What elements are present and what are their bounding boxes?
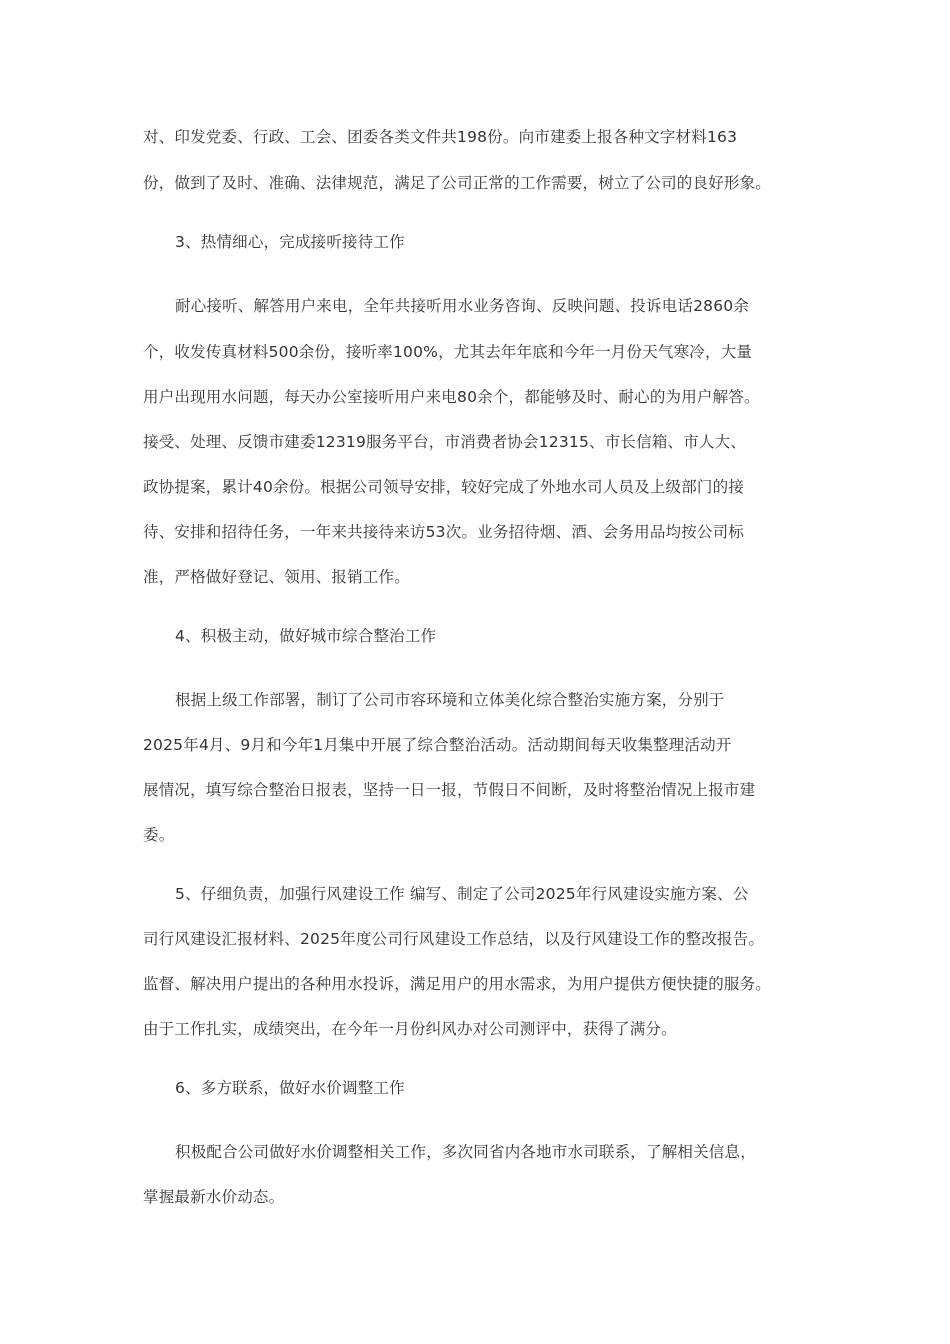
body-text-line: 份，做到了及时、准确、法律规范，满足了公司正常的工作需要，树立了公司的良好形象。	[143, 174, 772, 192]
section-heading-6: 6、多方联系，做好水价调整工作	[175, 1079, 405, 1097]
body-text-line: 积极配合公司做好水价调整相关工作，多次同省内各地市水司联系，了解相关信息，	[175, 1143, 756, 1161]
body-text-line: 由于工作扎实，成绩突出，在今年一月份纠风办对公司测评中，获得了满分。	[143, 1020, 677, 1038]
body-text-line: 个，收发传真材料500余份，接听率100%，尤其去年年底和今年一月份天气寒冷，大量	[143, 343, 753, 361]
body-text-line: 委。	[143, 826, 175, 844]
body-text-line: 展情况，填写综合整治日报表，坚持一日一报，节假日不间断，及时将整治情况上报市建	[143, 781, 756, 799]
section-heading-3: 3、热情细心，完成接听接待工作	[175, 233, 405, 251]
section-heading-5: 5、仔细负责，加强行风建设工作 编写、制定了公司2025年行风建设实施方案、公	[175, 885, 749, 903]
body-text-line: 掌握最新水价动态。	[143, 1188, 285, 1206]
body-text-line: 2025年4月、9月和今年1月集中开展了综合整治活动。活动期间每天收集整理活动开	[143, 736, 732, 754]
body-text-line: 司行风建设汇报材料、2025年度公司行风建设工作总结，以及行风建设工作的整改报告。	[143, 930, 765, 948]
body-text-line: 准，严格做好登记、领用、报销工作。	[143, 568, 410, 586]
section-heading-4: 4、积极主动，做好城市综合整治工作	[175, 627, 437, 645]
body-text-line: 政协提案，累计40余份。根据公司领导安排，较好完成了外地水司人员及上级部门的接	[143, 478, 745, 496]
body-text-line: 根据上级工作部署，制订了公司市容环境和立体美化综合整治实施方案，分别于	[175, 691, 725, 709]
body-text-line: 用户出现用水问题，每天办公室接听用户来电80余个，都能够及时、耐心的为用户解答。	[143, 388, 760, 406]
body-text-line: 接受、处理、反馈市建委12319服务平台，市消费者协会12315、市长信箱、市人大、	[143, 433, 747, 451]
body-text-line: 监督、解决用户提出的各种用水投诉，满足用户的用水需求，为用户提供方便快捷的服务。	[143, 975, 772, 993]
body-text-line: 待、安排和招待任务，一年来共接待来访53次。业务招待烟、酒、会务用品均按公司标	[143, 523, 745, 541]
body-text-line: 耐心接听、解答用户来电，全年共接听用水业务咨询、反映问题、投诉电话2860余	[175, 297, 750, 315]
body-text-line: 对、印发党委、行政、工会、团委各类文件共198份。向市建委上报各种文字材料163	[143, 128, 738, 146]
